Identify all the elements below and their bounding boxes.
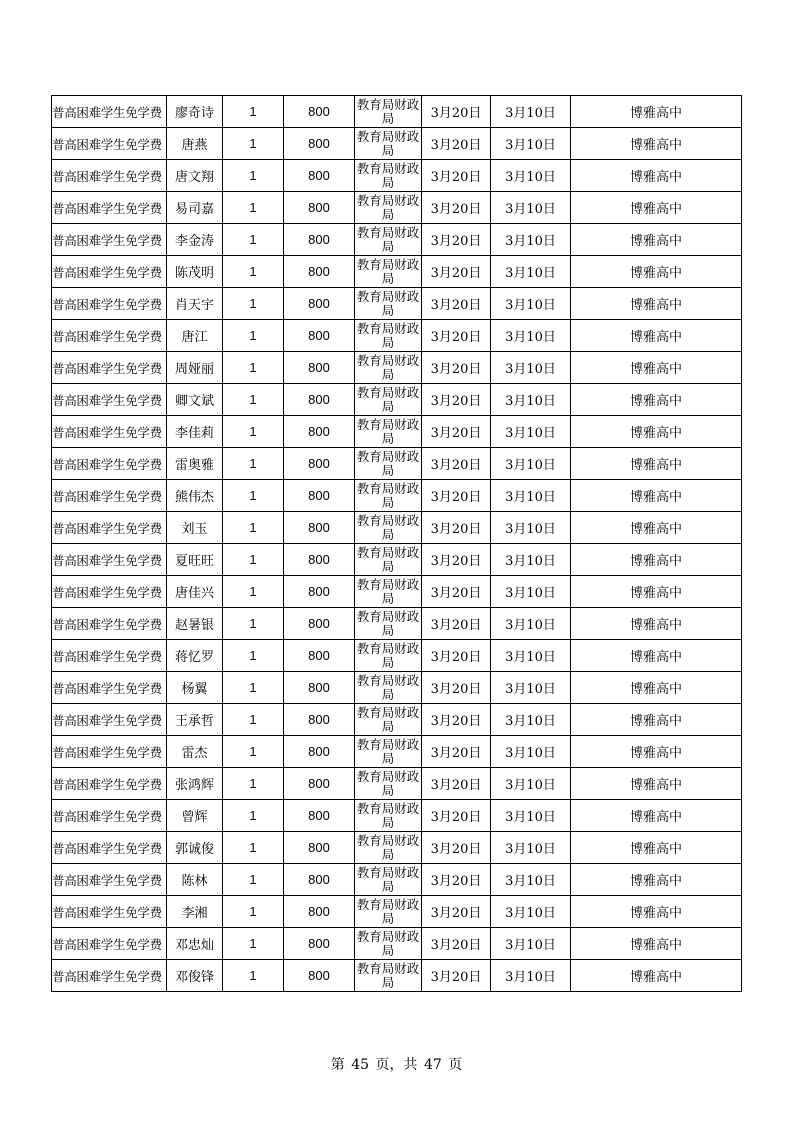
cell-student-name: 唐江 <box>167 320 223 352</box>
cell-quantity: 1 <box>223 768 284 800</box>
cell-amount: 800 <box>284 128 355 160</box>
cell-amount: 800 <box>284 576 355 608</box>
cell-student-name: 周娅丽 <box>167 352 223 384</box>
cell-department: 教育局财政局 <box>355 736 422 768</box>
cell-item: 普高困难学生免学费 <box>52 384 167 416</box>
cell-quantity: 1 <box>223 288 284 320</box>
cell-amount: 800 <box>284 832 355 864</box>
cell-student-name: 王承哲 <box>167 704 223 736</box>
cell-quantity: 1 <box>223 480 284 512</box>
cell-school: 博雅高中 <box>571 640 742 672</box>
table-row <box>52 320 742 352</box>
cell-date-2: 3月10日 <box>491 128 571 160</box>
cell-date-2: 3月10日 <box>491 928 571 960</box>
cell-quantity: 1 <box>223 640 284 672</box>
cell-date-2: 3月10日 <box>491 736 571 768</box>
table-row <box>52 768 742 800</box>
table-row <box>52 384 742 416</box>
cell-date-1: 3月20日 <box>422 160 491 192</box>
cell-date-2: 3月10日 <box>491 640 571 672</box>
cell-school: 博雅高中 <box>571 960 742 992</box>
cell-department: 教育局财政局 <box>355 128 422 160</box>
cell-amount: 800 <box>284 640 355 672</box>
cell-amount: 800 <box>284 672 355 704</box>
cell-student-name: 李湘 <box>167 896 223 928</box>
cell-item: 普高困难学生免学费 <box>52 320 167 352</box>
cell-department: 教育局财政局 <box>355 224 422 256</box>
cell-department: 教育局财政局 <box>355 864 422 896</box>
cell-department: 教育局财政局 <box>355 608 422 640</box>
cell-department: 教育局财政局 <box>355 928 422 960</box>
cell-item: 普高困难学生免学费 <box>52 192 167 224</box>
cell-date-2: 3月10日 <box>491 224 571 256</box>
table-row <box>52 736 742 768</box>
cell-item: 普高困难学生免学费 <box>52 288 167 320</box>
cell-school: 博雅高中 <box>571 704 742 736</box>
cell-department: 教育局财政局 <box>355 320 422 352</box>
cell-date-1: 3月20日 <box>422 704 491 736</box>
cell-item: 普高困难学生免学费 <box>52 672 167 704</box>
cell-department: 教育局财政局 <box>355 96 422 128</box>
cell-date-2: 3月10日 <box>491 416 571 448</box>
cell-quantity: 1 <box>223 832 284 864</box>
cell-item: 普高困难学生免学费 <box>52 128 167 160</box>
cell-date-2: 3月10日 <box>491 608 571 640</box>
cell-school: 博雅高中 <box>571 736 742 768</box>
cell-school: 博雅高中 <box>571 512 742 544</box>
cell-student-name: 易司嘉 <box>167 192 223 224</box>
table-row <box>52 672 742 704</box>
cell-department: 教育局财政局 <box>355 512 422 544</box>
cell-quantity: 1 <box>223 544 284 576</box>
cell-student-name: 肖天宇 <box>167 288 223 320</box>
cell-date-1: 3月20日 <box>422 416 491 448</box>
cell-date-2: 3月10日 <box>491 800 571 832</box>
cell-item: 普高困难学生免学费 <box>52 416 167 448</box>
cell-date-2: 3月10日 <box>491 704 571 736</box>
cell-amount: 800 <box>284 416 355 448</box>
cell-amount: 800 <box>284 896 355 928</box>
cell-item: 普高困难学生免学费 <box>52 608 167 640</box>
cell-date-1: 3月20日 <box>422 576 491 608</box>
cell-date-1: 3月20日 <box>422 192 491 224</box>
table-row <box>52 352 742 384</box>
cell-school: 博雅高中 <box>571 864 742 896</box>
cell-department: 教育局财政局 <box>355 480 422 512</box>
table-row <box>52 160 742 192</box>
cell-amount: 800 <box>284 800 355 832</box>
cell-date-1: 3月20日 <box>422 608 491 640</box>
cell-school: 博雅高中 <box>571 224 742 256</box>
cell-item: 普高困难学生免学费 <box>52 736 167 768</box>
cell-student-name: 唐文翔 <box>167 160 223 192</box>
cell-date-1: 3月20日 <box>422 896 491 928</box>
cell-amount: 800 <box>284 288 355 320</box>
cell-date-1: 3月20日 <box>422 320 491 352</box>
cell-student-name: 熊伟杰 <box>167 480 223 512</box>
cell-amount: 800 <box>284 160 355 192</box>
cell-student-name: 李金涛 <box>167 224 223 256</box>
cell-quantity: 1 <box>223 576 284 608</box>
cell-quantity: 1 <box>223 608 284 640</box>
cell-item: 普高困难学生免学费 <box>52 544 167 576</box>
cell-school: 博雅高中 <box>571 544 742 576</box>
cell-item: 普高困难学生免学费 <box>52 928 167 960</box>
cell-date-1: 3月20日 <box>422 288 491 320</box>
cell-amount: 800 <box>284 864 355 896</box>
cell-item: 普高困难学生免学费 <box>52 512 167 544</box>
cell-quantity: 1 <box>223 384 284 416</box>
cell-date-1: 3月20日 <box>422 224 491 256</box>
cell-date-1: 3月20日 <box>422 96 491 128</box>
cell-date-2: 3月10日 <box>491 896 571 928</box>
cell-item: 普高困难学生免学费 <box>52 832 167 864</box>
cell-quantity: 1 <box>223 896 284 928</box>
cell-date-2: 3月10日 <box>491 352 571 384</box>
cell-date-1: 3月20日 <box>422 256 491 288</box>
cell-school: 博雅高中 <box>571 800 742 832</box>
cell-quantity: 1 <box>223 128 284 160</box>
cell-amount: 800 <box>284 544 355 576</box>
cell-item: 普高困难学生免学费 <box>52 448 167 480</box>
cell-school: 博雅高中 <box>571 384 742 416</box>
cell-date-2: 3月10日 <box>491 256 571 288</box>
table-row <box>52 128 742 160</box>
cell-item: 普高困难学生免学费 <box>52 352 167 384</box>
cell-student-name: 曾辉 <box>167 800 223 832</box>
cell-school: 博雅高中 <box>571 192 742 224</box>
cell-date-2: 3月10日 <box>491 320 571 352</box>
table-row <box>52 704 742 736</box>
cell-date-2: 3月10日 <box>491 576 571 608</box>
cell-department: 教育局财政局 <box>355 256 422 288</box>
table-row <box>52 864 742 896</box>
table-row <box>52 512 742 544</box>
cell-date-1: 3月20日 <box>422 384 491 416</box>
cell-department: 教育局财政局 <box>355 160 422 192</box>
cell-date-2: 3月10日 <box>491 512 571 544</box>
cell-item: 普高困难学生免学费 <box>52 896 167 928</box>
cell-department: 教育局财政局 <box>355 672 422 704</box>
cell-date-2: 3月10日 <box>491 960 571 992</box>
cell-amount: 800 <box>284 96 355 128</box>
cell-quantity: 1 <box>223 224 284 256</box>
cell-quantity: 1 <box>223 928 284 960</box>
cell-item: 普高困难学生免学费 <box>52 800 167 832</box>
cell-date-2: 3月10日 <box>491 160 571 192</box>
cell-student-name: 雷杰 <box>167 736 223 768</box>
table-row <box>52 416 742 448</box>
cell-date-1: 3月20日 <box>422 512 491 544</box>
cell-student-name: 刘玉 <box>167 512 223 544</box>
cell-student-name: 李佳莉 <box>167 416 223 448</box>
cell-quantity: 1 <box>223 672 284 704</box>
table-row <box>52 448 742 480</box>
cell-student-name: 廖奇诗 <box>167 96 223 128</box>
table-row <box>52 224 742 256</box>
cell-date-1: 3月20日 <box>422 928 491 960</box>
cell-date-2: 3月10日 <box>491 288 571 320</box>
table-row <box>52 256 742 288</box>
cell-student-name: 蒋忆罗 <box>167 640 223 672</box>
cell-date-2: 3月10日 <box>491 480 571 512</box>
cell-school: 博雅高中 <box>571 896 742 928</box>
cell-department: 教育局财政局 <box>355 448 422 480</box>
cell-amount: 800 <box>284 224 355 256</box>
cell-item: 普高困难学生免学费 <box>52 224 167 256</box>
cell-date-2: 3月10日 <box>491 96 571 128</box>
data-table <box>51 95 742 992</box>
cell-department: 教育局财政局 <box>355 384 422 416</box>
cell-amount: 800 <box>284 480 355 512</box>
cell-date-1: 3月20日 <box>422 960 491 992</box>
table-row <box>52 928 742 960</box>
cell-school: 博雅高中 <box>571 96 742 128</box>
cell-quantity: 1 <box>223 256 284 288</box>
cell-department: 教育局财政局 <box>355 192 422 224</box>
cell-school: 博雅高中 <box>571 832 742 864</box>
cell-date-1: 3月20日 <box>422 128 491 160</box>
cell-school: 博雅高中 <box>571 928 742 960</box>
cell-date-2: 3月10日 <box>491 192 571 224</box>
cell-school: 博雅高中 <box>571 480 742 512</box>
cell-quantity: 1 <box>223 736 284 768</box>
cell-date-2: 3月10日 <box>491 672 571 704</box>
cell-department: 教育局财政局 <box>355 416 422 448</box>
cell-date-1: 3月20日 <box>422 736 491 768</box>
cell-student-name: 陈茂明 <box>167 256 223 288</box>
cell-department: 教育局财政局 <box>355 768 422 800</box>
table-row <box>52 576 742 608</box>
table-row <box>52 832 742 864</box>
cell-quantity: 1 <box>223 96 284 128</box>
cell-department: 教育局财政局 <box>355 544 422 576</box>
table-row <box>52 608 742 640</box>
cell-department: 教育局财政局 <box>355 576 422 608</box>
cell-item: 普高困难学生免学费 <box>52 640 167 672</box>
cell-item: 普高困难学生免学费 <box>52 864 167 896</box>
table-row <box>52 288 742 320</box>
cell-school: 博雅高中 <box>571 608 742 640</box>
cell-student-name: 邓忠灿 <box>167 928 223 960</box>
cell-date-1: 3月20日 <box>422 448 491 480</box>
cell-date-2: 3月10日 <box>491 768 571 800</box>
cell-student-name: 夏旺旺 <box>167 544 223 576</box>
cell-department: 教育局财政局 <box>355 800 422 832</box>
cell-date-1: 3月20日 <box>422 640 491 672</box>
cell-item: 普高困难学生免学费 <box>52 960 167 992</box>
cell-amount: 800 <box>284 960 355 992</box>
cell-student-name: 唐佳兴 <box>167 576 223 608</box>
cell-quantity: 1 <box>223 192 284 224</box>
cell-quantity: 1 <box>223 320 284 352</box>
cell-department: 教育局财政局 <box>355 896 422 928</box>
cell-date-1: 3月20日 <box>422 768 491 800</box>
cell-quantity: 1 <box>223 864 284 896</box>
cell-date-1: 3月20日 <box>422 352 491 384</box>
cell-school: 博雅高中 <box>571 160 742 192</box>
cell-amount: 800 <box>284 352 355 384</box>
cell-student-name: 邓俊锋 <box>167 960 223 992</box>
cell-quantity: 1 <box>223 512 284 544</box>
cell-item: 普高困难学生免学费 <box>52 256 167 288</box>
table-row <box>52 544 742 576</box>
cell-date-2: 3月10日 <box>491 864 571 896</box>
cell-school: 博雅高中 <box>571 352 742 384</box>
table-row <box>52 896 742 928</box>
cell-school: 博雅高中 <box>571 288 742 320</box>
cell-student-name: 张鸿辉 <box>167 768 223 800</box>
table-row <box>52 960 742 992</box>
cell-quantity: 1 <box>223 960 284 992</box>
cell-date-1: 3月20日 <box>422 672 491 704</box>
table-row <box>52 192 742 224</box>
cell-item: 普高困难学生免学费 <box>52 480 167 512</box>
cell-amount: 800 <box>284 448 355 480</box>
cell-amount: 800 <box>284 384 355 416</box>
cell-department: 教育局财政局 <box>355 704 422 736</box>
cell-student-name: 杨翼 <box>167 672 223 704</box>
cell-school: 博雅高中 <box>571 576 742 608</box>
cell-amount: 800 <box>284 736 355 768</box>
table-row <box>52 96 742 128</box>
cell-date-1: 3月20日 <box>422 832 491 864</box>
cell-item: 普高困难学生免学费 <box>52 768 167 800</box>
cell-date-1: 3月20日 <box>422 480 491 512</box>
cell-quantity: 1 <box>223 160 284 192</box>
cell-student-name: 郭诚俊 <box>167 832 223 864</box>
cell-student-name: 唐燕 <box>167 128 223 160</box>
cell-student-name: 陈林 <box>167 864 223 896</box>
cell-amount: 800 <box>284 256 355 288</box>
cell-item: 普高困难学生免学费 <box>52 96 167 128</box>
cell-date-2: 3月10日 <box>491 832 571 864</box>
cell-amount: 800 <box>284 192 355 224</box>
cell-quantity: 1 <box>223 800 284 832</box>
cell-date-2: 3月10日 <box>491 384 571 416</box>
page-number: 第 45 页，共 47 页 <box>330 1057 463 1073</box>
cell-school: 博雅高中 <box>571 768 742 800</box>
cell-school: 博雅高中 <box>571 416 742 448</box>
cell-item: 普高困难学生免学费 <box>52 160 167 192</box>
cell-item: 普高困难学生免学费 <box>52 576 167 608</box>
cell-department: 教育局财政局 <box>355 352 422 384</box>
cell-student-name: 卿文斌 <box>167 384 223 416</box>
cell-amount: 800 <box>284 608 355 640</box>
cell-date-1: 3月20日 <box>422 864 491 896</box>
cell-school: 博雅高中 <box>571 256 742 288</box>
cell-date-2: 3月10日 <box>491 544 571 576</box>
cell-school: 博雅高中 <box>571 672 742 704</box>
cell-item: 普高困难学生免学费 <box>52 704 167 736</box>
cell-quantity: 1 <box>223 416 284 448</box>
cell-amount: 800 <box>284 768 355 800</box>
cell-department: 教育局财政局 <box>355 288 422 320</box>
table-body <box>52 96 742 992</box>
table-row <box>52 800 742 832</box>
cell-department: 教育局财政局 <box>355 640 422 672</box>
cell-quantity: 1 <box>223 448 284 480</box>
cell-quantity: 1 <box>223 352 284 384</box>
cell-amount: 800 <box>284 512 355 544</box>
cell-school: 博雅高中 <box>571 128 742 160</box>
cell-department: 教育局财政局 <box>355 832 422 864</box>
table-row <box>52 480 742 512</box>
cell-school: 博雅高中 <box>571 448 742 480</box>
cell-student-name: 雷奥雅 <box>167 448 223 480</box>
cell-student-name: 赵暑银 <box>167 608 223 640</box>
cell-school: 博雅高中 <box>571 320 742 352</box>
cell-quantity: 1 <box>223 704 284 736</box>
cell-amount: 800 <box>284 928 355 960</box>
cell-amount: 800 <box>284 320 355 352</box>
cell-date-2: 3月10日 <box>491 448 571 480</box>
cell-date-1: 3月20日 <box>422 800 491 832</box>
cell-date-1: 3月20日 <box>422 544 491 576</box>
table-row <box>52 640 742 672</box>
cell-amount: 800 <box>284 704 355 736</box>
cell-department: 教育局财政局 <box>355 960 422 992</box>
